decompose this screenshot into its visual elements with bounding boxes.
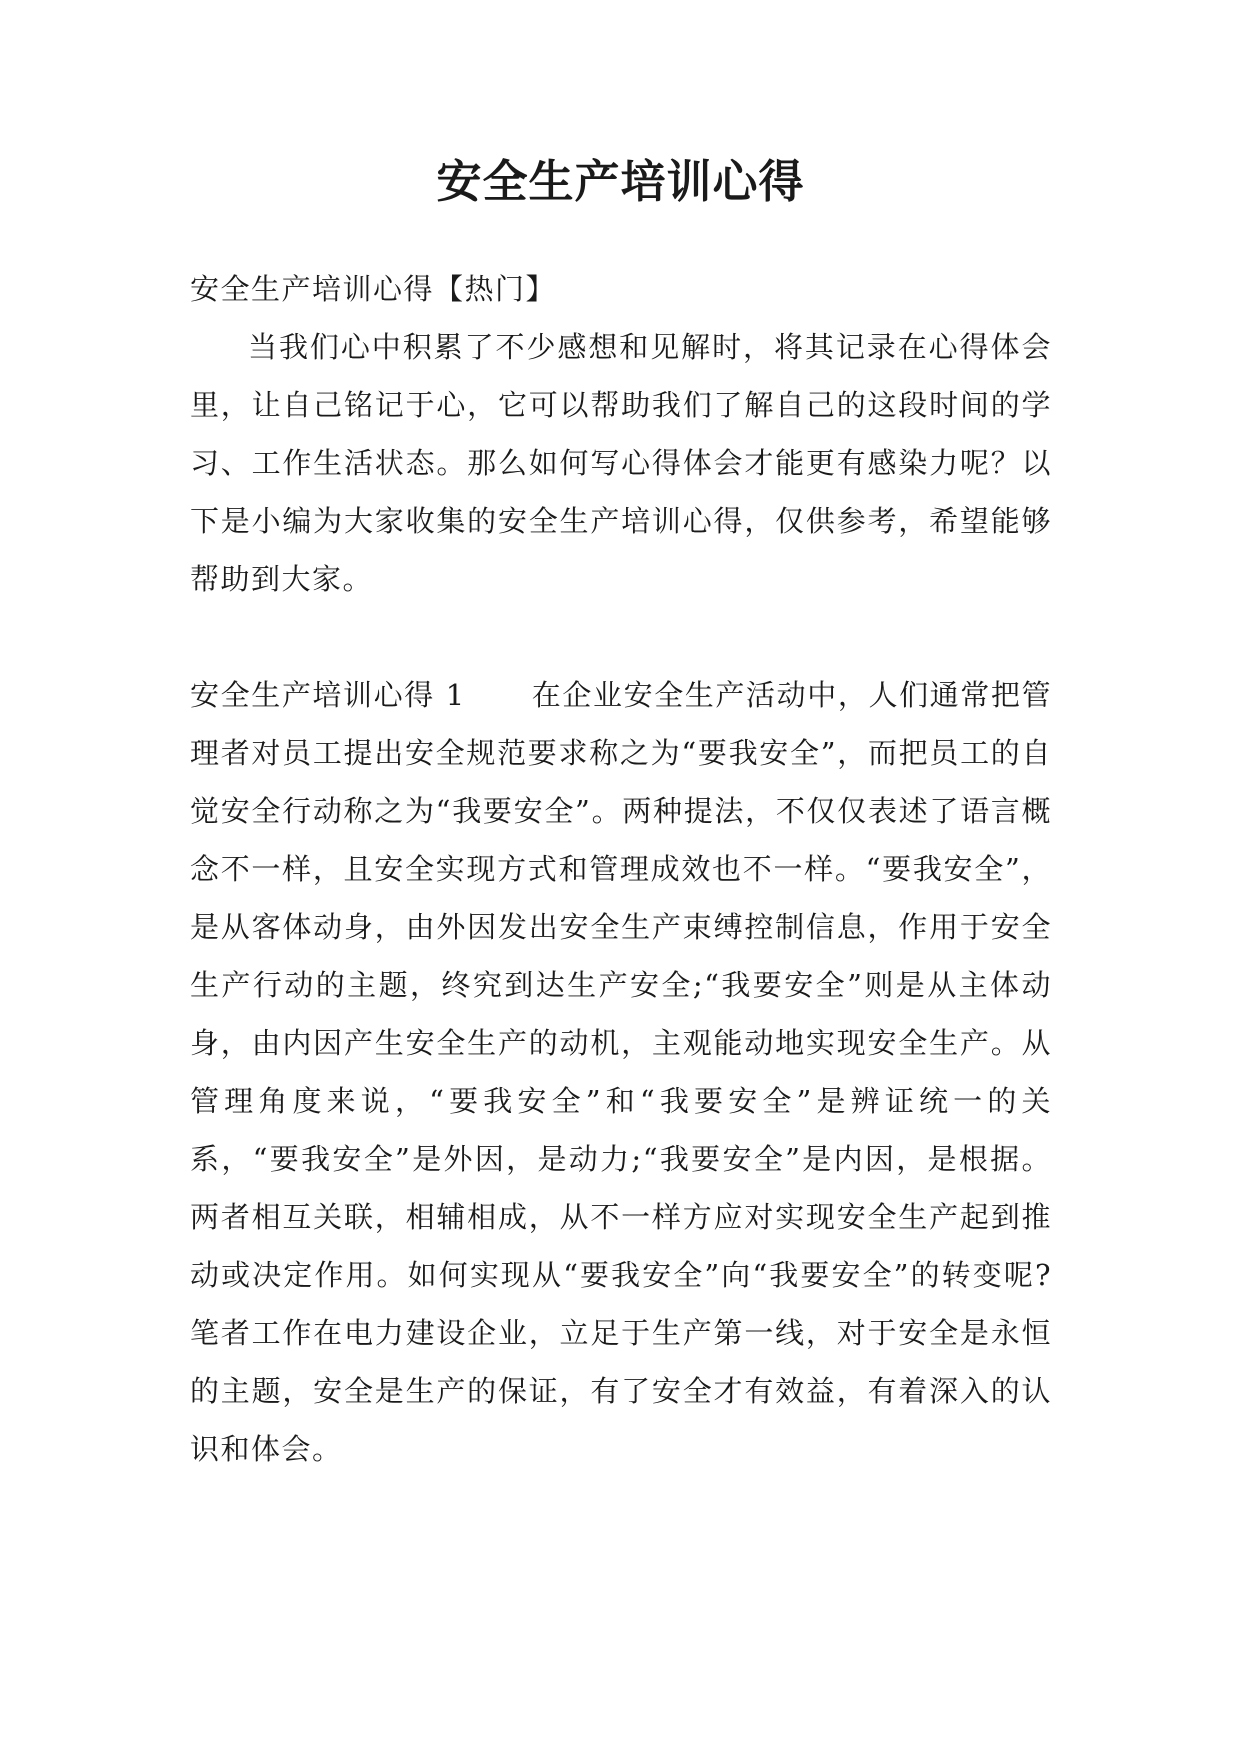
section-heading: 安全生产培训心得 1 [190,678,466,712]
document-title: 安全生产培训心得 [436,155,805,208]
intro-paragraph: 当我们心中积累了不少感想和见解时，将其记录在心得体会里，让自己铭记于心，它可以帮助我们了解自己的这段时间的学习、工作生活状态。那么如何写心得体会才能更有感染力呢？以下是小编为大家收集的安全生产培训心得，仅供参考，希望能够帮助到大家。 [190,330,1052,596]
document-subtitle: 安全生产培训心得【热门】 [190,272,557,306]
section-paragraph [190,666,1052,1478]
section-text: 在企业安全生产活动中，人们通常把管理者对员工提出安全规范要求称之为“要我安全”，而把员工的自觉安全行动称之为“我要安全”。两种提法，不仅仅表述了语言概念不一样，且安全实现方式和管理成效也不一样。“要我安全”，是从客体动身，由外因发出安全生产束缚控制信息，作用于安全生产行动的主题，终究到达生产安全;“我要安全”则是从主体动身，由内因产生安全生产的动机，主观能动地实现安全生产。从管理角度来说，“要我安全”和“我要安全”是辨证统一的关系，“要我安全”是外因，是动力;“我要安全”是内因，是根据。两者相互关联，相辅相成，从不一样方应对实现安全生产起到推动或决定作用。如何实现从“要我安全”向“我要安全”的转变呢?笔者工作在电力建设企业，立足于生产第一线，对于安全是永恒的主题，安全是生产的保证，有了安全才有效益，有着深入的认识和体会。 [190,678,1052,1466]
document-body [190,260,1052,1478]
paragraph-spacer [190,608,1052,666]
